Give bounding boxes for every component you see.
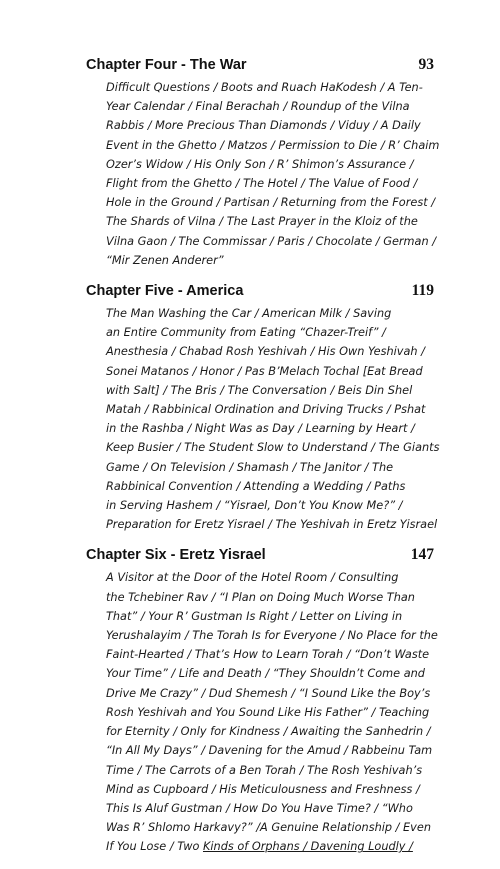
toc-line: That” / Your R’ Gustman Is Right / Letter on Living in: [106, 609, 403, 623]
toc-line: Drive Me Crazy” / Dud Shemesh / “I Sound Like the Boy’s: [106, 686, 431, 700]
toc-line: Faint-Hearted / That’s How to Learn Torah / “Don’t Waste: [106, 648, 430, 662]
toc-line: A Visitor at the Door of the Hotel Room / Consulting: [106, 571, 399, 585]
toc-line: Vilna Gaon / The Commissar / Paris / Chocolate / German /: [106, 234, 437, 248]
toc-line: Rabbinical Convention / Attending a Wedding / Paths: [106, 479, 406, 493]
toc-line: an Entire Community from Eating “Chazer-Treif” /: [106, 326, 386, 340]
toc-line: Anesthesia / Chabad Rosh Yeshivah / His Own Yeshivah /: [106, 345, 425, 359]
toc-line: Year Calendar / Final Berachah / Roundup of the Vilna: [106, 100, 410, 114]
toc-line: with Salt] / The Bris / The Conversation / Beis Din Shel: [106, 383, 413, 397]
toc-line: Hole in the Ground / Partisan / Returning from the Forest /: [106, 196, 436, 210]
toc-line: Time / The Carrots of a Ben Torah / The Rosh Yeshivah’s: [106, 763, 423, 777]
toc-line: Ozer’s Widow / His Only Son / R’ Shimon’s Assurance /: [106, 157, 414, 171]
toc-line: Was R’ Shlomo Harkavy?” /A Genuine Relationship / Even: [106, 821, 431, 835]
underlined-text: Kinds of Orphans / Davening Loudly /: [202, 840, 413, 854]
toc-line: Game / On Television / Shamash / The Janitor / The: [106, 460, 394, 474]
chapter-five: [86, 282, 440, 534]
toc-line: Difficult Questions / Boots and Ruach HaKodesh / A Ten-: [106, 81, 423, 94]
chapter-page-number: 119: [411, 282, 434, 300]
chapter-title: Chapter Four - The War: [86, 57, 247, 73]
chapter-four: [86, 56, 440, 270]
toc-line: Sonei Matanos / Honor / Pas B’Melach Tochal [Eat Bread: [106, 364, 423, 378]
chapter-title: Chapter Five - America: [86, 283, 244, 300]
toc-line: Matah / Rabbinical Ordination and Driving Trucks / Pshat: [106, 403, 426, 417]
chapter-contents: [86, 78, 440, 270]
toc-line: Mind as Cupboard / His Meticulousness and Freshness /: [106, 782, 420, 796]
toc-line: This Is Aluf Gustman / How Do You Have Time? / “Who: [106, 801, 413, 815]
chapter-contents: [86, 568, 438, 837]
chapter-six: [86, 546, 438, 856]
toc-line: Preparation for Eretz Yisrael / The Yeshivah in Eretz Yisrael: [106, 518, 438, 532]
toc-line: Your Time” / Life and Death / “They Shouldn’t Come and: [106, 667, 425, 681]
toc-line: Yerushalayim / The Torah Is for Everyone / No Place for the: [106, 629, 438, 643]
chapter-contents: [86, 304, 440, 534]
toc-line: The Man Washing the Car / American Milk / Saving: [106, 307, 392, 321]
chapter-page-number: 93: [418, 56, 434, 73]
table-of-contents: [86, 56, 440, 869]
toc-line: Event in the Ghetto / Matzos / Permission to Die / R’ Chaim: [106, 138, 440, 152]
toc-line: in Serving Hashem / “Yisrael, Don’t You Know Me?” /: [106, 499, 403, 513]
toc-line: for Eternity / Only for Kindness / Awaiting the Sanhedrin /: [106, 725, 431, 739]
chapter-contents-last-line: [86, 837, 434, 856]
toc-line: “In All My Days” / Davening for the Amud / Rabbeinu Tam: [106, 744, 433, 758]
chapter-heading: [86, 282, 434, 300]
chapter-page-number: 147: [410, 546, 434, 564]
toc-line: Rosh Yeshivah and You Sound Like His Father” / Teaching: [106, 705, 430, 719]
toc-line: “Mir Zenen Anderer”: [106, 253, 224, 267]
chapter-title: Chapter Six - Eretz Yisrael: [86, 547, 266, 564]
toc-line: the Tchebiner Rav / “I Plan on Doing Much Worse Than: [106, 590, 415, 604]
toc-line: The Shards of Vilna / The Last Prayer in the Kloiz of the: [106, 215, 418, 229]
chapter-heading: [86, 546, 434, 564]
chapter-heading: [86, 56, 434, 74]
last-line-text: If You Lose / Two: [106, 840, 203, 854]
toc-line: Flight from the Ghetto / The Hotel / The Value of Food /: [106, 177, 418, 191]
toc-line: Keep Busier / The Student Slow to Understand / The Giants: [106, 441, 440, 455]
toc-line: Rabbis / More Precious Than Diamonds / Viduy / A Daily: [106, 119, 421, 133]
toc-line: in the Rashba / Night Was as Day / Learning by Heart /: [106, 422, 415, 436]
